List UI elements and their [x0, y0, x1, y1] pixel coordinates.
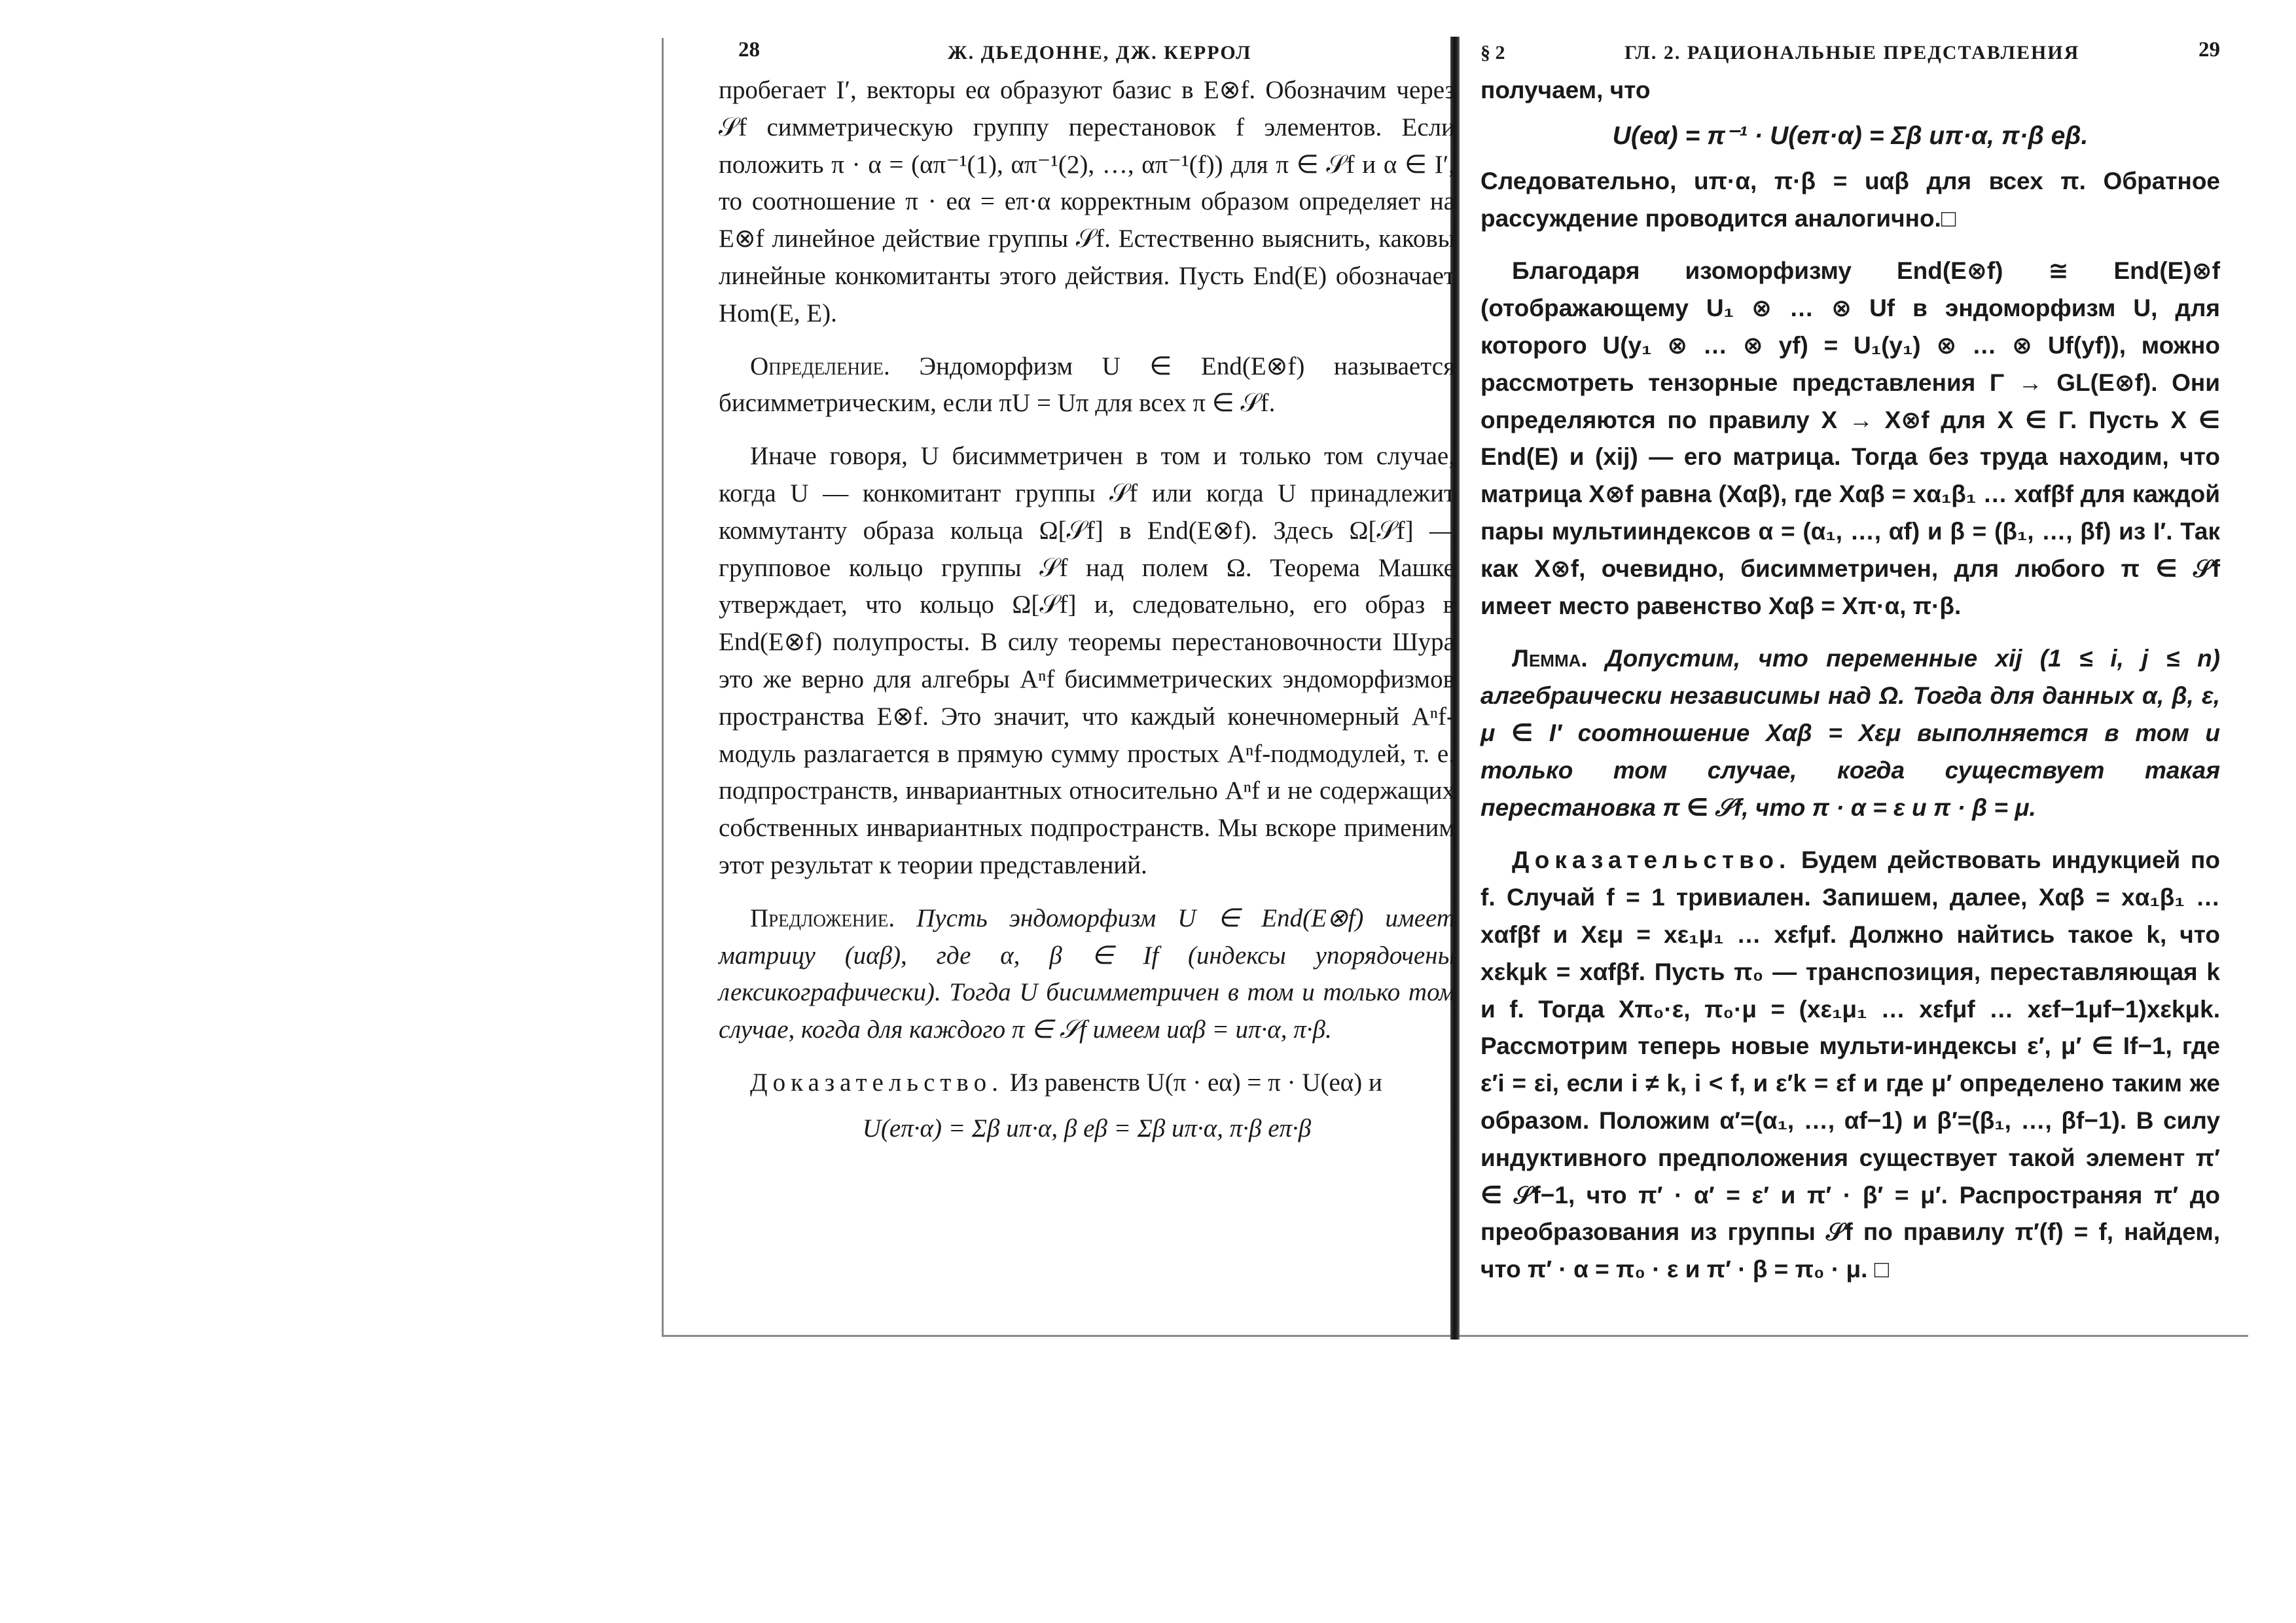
definition [719, 348, 1455, 423]
left-proof [719, 1065, 1455, 1102]
left-running-head: Ж. ДЬЕДОННЕ, ДЖ. КЕРРОЛ [948, 42, 1252, 64]
right-proof-text: Будем действовать индукцией по f. Случай f = 1 тривиален. Запишем, далее, Xαβ = xα₁β₁ … xαfβf и Xεμ = xε₁μ₁ … xεfμf. Должно найтись такое k, что xεkμk = xαfβf. Пусть π₀ — транспозиция, переставляющая k и f. Тогда Xπ₀·ε, π₀·μ = (xε₁μ₁ … xεfμf … xεf−1μf−1)xεkμk. Рассмотрим теперь новые мульти-индексы ε′, μ′ ∈ If−1, где ε′i = εi, если i ≠ k, i < f, и ε′k = εf и где μ′ определено таким же образом. Положим α′=(α₁, …, αf−1) и β′=(β₁, …, βf−1). В силу индуктивного предположения существует такой элемент π′ ∈ 𝒮f−1, что π′ · α′ = ε′ и π′ · β′ = μ′. Распространяя π′ до преобразования из группы 𝒮f по правилу π′(f) = f, найдем, что π′ · α = π₀ · ε и π′ · β = π₀ · μ. □ [1480, 847, 2220, 1283]
section-mark: § 2 [1480, 42, 1505, 64]
left-paragraph-2: Иначе говоря, U бисимметричен в том и только том случае, когда U — конкомитант группы 𝒮f или когда U принадлежит коммутанту образа кольца Ω[𝒮f] в End(E⊗f). Здесь Ω[𝒮f] — групповое кольцо группы 𝒮f над полем Ω. Теорема Машке утверждает, что кольцо Ω[𝒮f] и, следовательно, его образ в End(E⊗f) полупросты. В силу теоремы перестановочности Шура это же верно для алгебры Aⁿf бисимметрических эндоморфизмов пространства E⊗f. Это значит, что каждый конечномерный Aⁿf-модуль разлагается в прямую сумму простых Aⁿf-подмодулей, т. е. подпространств, инвариантных относительно Aⁿf и не содержащих собственных инвариантных подпространств. Мы вскоре применим этот результат к теории представлений. [719, 442, 1455, 879]
left-page [719, 26, 1455, 1156]
definition-label: Определение. [750, 352, 890, 380]
right-formula: U(eα) = π⁻¹ · U(eπ·α) = Σβ uπ·α, π·β eβ. [1612, 121, 2089, 150]
proposition [719, 900, 1455, 1049]
right-paragraph-2: Благодаря изоморфизму End(E⊗f) ≅ End(E)⊗f (отображающему U₁ ⊗ … ⊗ Uf в эндоморфизм U, для которого U(y₁ ⊗ … ⊗ yf) = U₁(y₁) ⊗ … ⊗ Uf(yf)), можно рассмотреть тензорные представления Γ → GL(E⊗f). Они определяются по правилу X → X⊗f для X ∈ Γ. Пусть X ∈ End(E) и (xij) — его матрица. Тогда без труда находим, что матрица X⊗f равна (Xαβ), где Xαβ = xα₁β₁ … xαfβf для каждой пары мультииндексов α = (α₁, …, αf) и β = (β₁, …, βf) из I′. Так как X⊗f, очевидно, бисимметричен, для любого π ∈ 𝒮f имеет место равенство Xαβ = Xπ·α, π·β. [1480, 257, 2220, 619]
right-line-1: получаем, что [1480, 77, 1651, 103]
right-running-head: ГЛ. 2. РАЦИОНАЛЬНЫЕ ПРЕДСТАВЛЕНИЯ [1624, 42, 2080, 64]
left-page-number: 28 [738, 38, 760, 62]
left-formula: U(eπ·α) = Σβ uπ·α, β eβ = Σβ uπ·α, π·β eπ·β [862, 1114, 1312, 1142]
lemma-text: Допустим, что переменные xij (1 ≤ i, j ≤ n) алгебраически независимы над Ω. Тогда для данных α, β, ε, μ ∈ I′ соотношение Xαβ = Xεμ выполняется в том и только том случае, когда существует такая перестановка π ∈ 𝒮f, что π · α = ε и π · β = μ. [1480, 645, 2221, 821]
right-proof [1480, 842, 2220, 1288]
proposition-text: Пусть эндоморфизм U ∈ End(E⊗f) имеет матрицу (uαβ), где α, β ∈ If (индексы упорядочены лексикографически). Тогда U бисимметричен в том и только том случае, когда для каждого π ∈ 𝒮f имеем uαβ = uπ·α, π·β. [719, 903, 1455, 1044]
right-paragraph-1: Следовательно, uπ·α, π·β = uαβ для всех π. Обратное рассуждение проводится аналогично.□ [1480, 167, 2220, 232]
right-proof-label: Доказательство. [1512, 847, 1791, 874]
lemma [1480, 640, 2220, 826]
right-page-number: 29 [2198, 38, 2220, 62]
proposition-label: Предложение. [750, 903, 895, 932]
lemma-label: Лемма. [1512, 645, 1588, 672]
left-proof-text: Из равенств U(π · eα) = π · U(eα) и [1009, 1068, 1382, 1097]
left-proof-label: Доказательство. [750, 1068, 1003, 1097]
definition-text: Эндоморфизм U ∈ End(E⊗f) называется бисимметрическим, если πU = Uπ для всех π ∈ 𝒮f. [719, 352, 1456, 418]
right-page [1480, 26, 2220, 1288]
right-page-header [1480, 26, 2220, 72]
left-paragraph-1: пробегает I′, векторы eα образуют базис в E⊗f. Обозначим через 𝒮f симметрическую группу перестановок f элементов. Если положить π · α = (απ⁻¹(1), απ⁻¹(2), …, απ⁻¹(f)) для π ∈ 𝒮f и α ∈ I′, то соотношение π · eα = eπ·α корректным образом определяет на E⊗f линейное действие группы 𝒮f. Естественно выяснить, каковы линейные конкомитанты этого действия. Пусть End(E) обозначает Hom(E, E). [719, 76, 1455, 327]
left-page-header [719, 26, 1455, 72]
